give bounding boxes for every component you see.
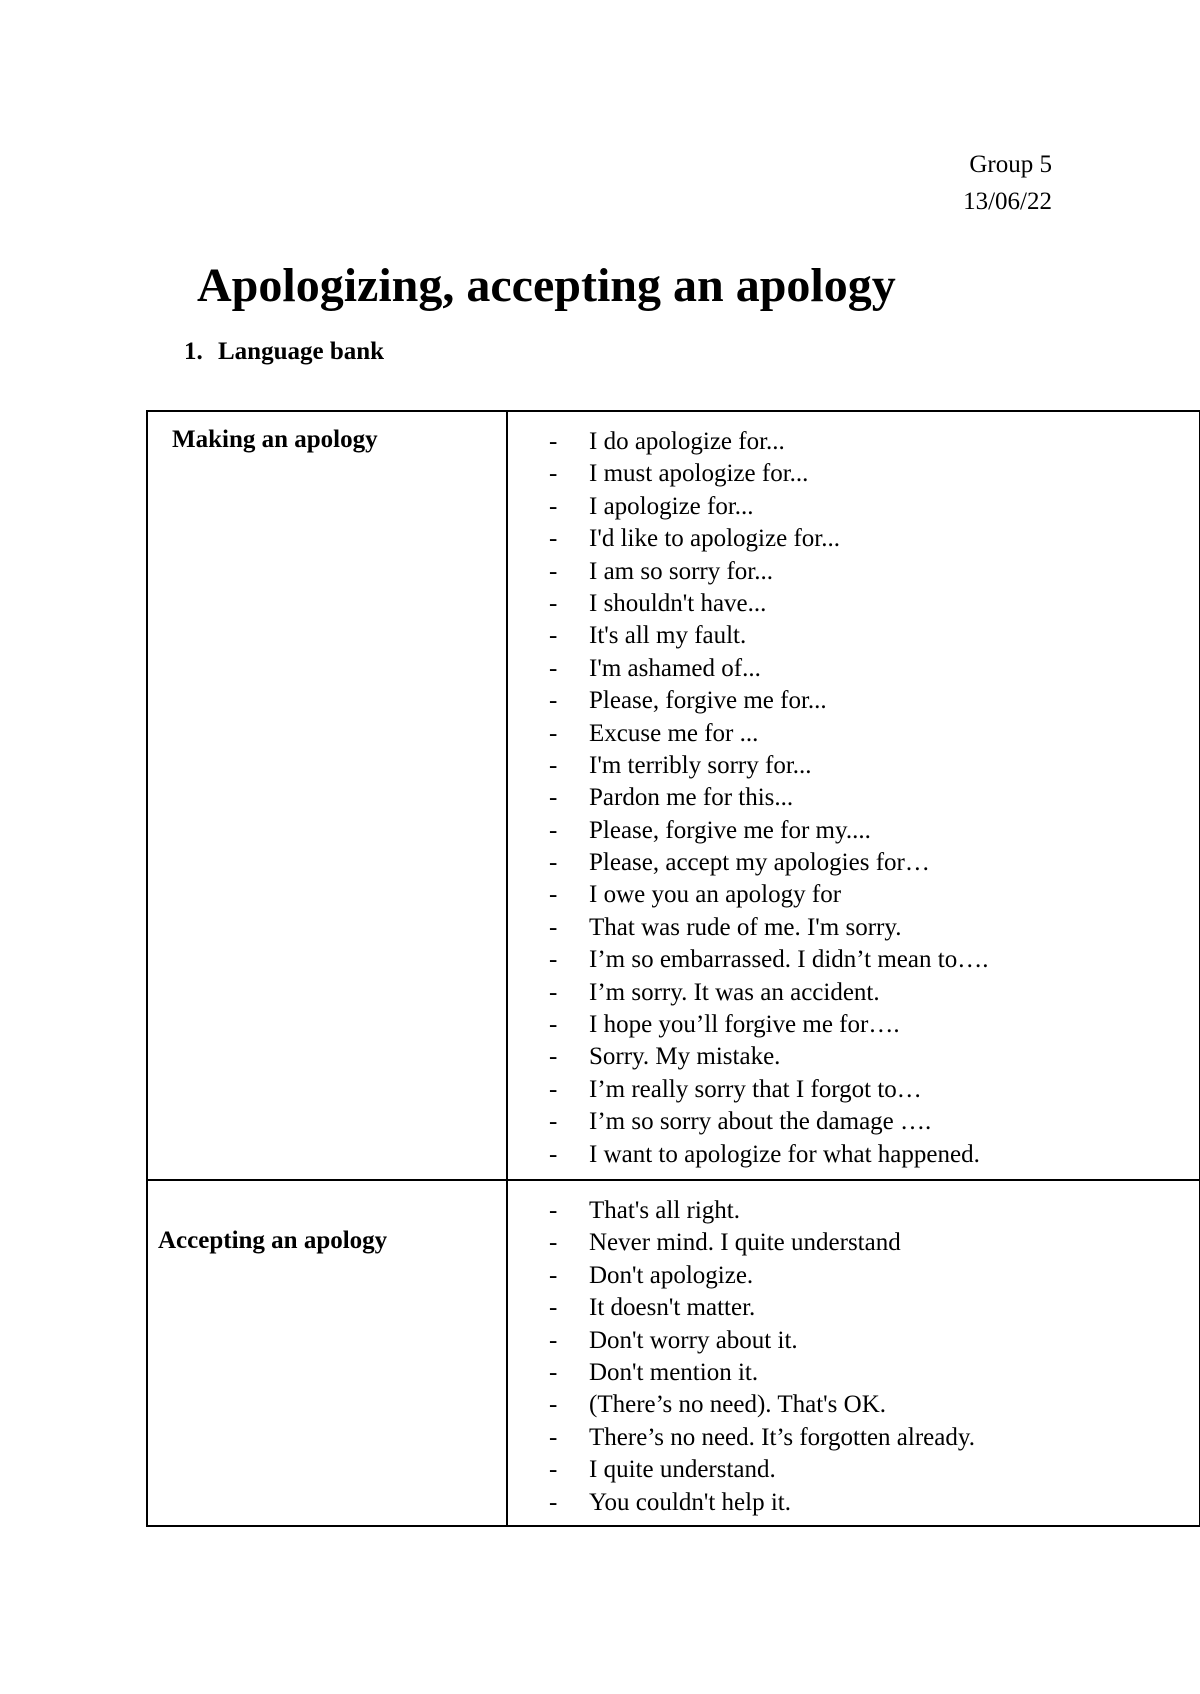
bullet-dash: - (549, 1358, 558, 1386)
list-item (508, 847, 1199, 879)
list-item (508, 620, 1199, 652)
page-title: Apologizing, accepting an apology (197, 259, 896, 312)
bullet-dash: - (549, 589, 558, 617)
phrase-text: I owe you an apology for (589, 881, 842, 909)
phrase-text: Never mind. I quite understand (589, 1229, 901, 1257)
bullet-dash: - (549, 1108, 558, 1136)
bullet-dash: - (549, 849, 558, 877)
list-item (508, 1487, 1199, 1519)
phrase-text: I want to apologize for what happened. (589, 1140, 980, 1168)
bullet-dash: - (549, 1196, 558, 1224)
list-item (508, 523, 1199, 555)
list-item (508, 653, 1199, 685)
category-cell (147, 1180, 507, 1526)
list-item (508, 1074, 1199, 1106)
list-item (508, 1227, 1199, 1259)
bullet-dash: - (549, 719, 558, 747)
bullet-dash: - (549, 1456, 558, 1484)
phrase-text: (There’s no need). That's OK. (589, 1391, 887, 1419)
list-item (508, 1357, 1199, 1389)
bullet-dash: - (549, 784, 558, 812)
bullet-dash: - (549, 946, 558, 974)
phrase-text: I shouldn't have... (589, 589, 767, 617)
bullet-dash: - (549, 1326, 558, 1354)
list-item (508, 588, 1199, 620)
phrase-list (508, 1181, 1199, 1525)
header-meta (963, 146, 1052, 220)
phrase-text: I hope you’ll forgive me for…. (589, 1011, 900, 1039)
bullet-dash: - (549, 1391, 558, 1419)
phrase-text: Don't mention it. (589, 1358, 759, 1386)
phrase-text: Pardon me for this... (589, 784, 794, 812)
category-label: Making an apology (172, 426, 378, 453)
category-label: Accepting an apology (158, 1226, 388, 1254)
list-item (508, 1195, 1199, 1227)
bullet-dash: - (549, 1261, 558, 1289)
list-item (508, 977, 1199, 1009)
phrase-text: I do apologize for... (589, 428, 785, 455)
phrase-text: I’m really sorry that I forgot to… (589, 1075, 922, 1103)
table-row-making-apology (147, 411, 1200, 1180)
phrase-text: Please, forgive me for... (589, 687, 827, 715)
phrase-text: I’m so embarrassed. I didn’t mean to…. (589, 946, 989, 974)
list-item (508, 1292, 1199, 1324)
bullet-dash: - (549, 557, 558, 585)
bullet-dash: - (549, 1294, 558, 1322)
phrase-text: I’m sorry. It was an accident. (589, 978, 880, 1006)
date-label: 13/06/22 (963, 188, 1052, 215)
phrase-text: Sorry. My mistake. (589, 1043, 781, 1071)
table-row-accepting-apology (147, 1180, 1200, 1526)
list-item (508, 1260, 1199, 1292)
bullet-dash: - (549, 1140, 558, 1168)
phrase-text: I'm terribly sorry for... (589, 751, 812, 779)
list-item (508, 879, 1199, 911)
list-item (508, 1139, 1199, 1171)
category-cell (147, 411, 507, 1180)
phrase-text: Excuse me for ... (589, 719, 759, 747)
bullet-dash: - (549, 816, 558, 844)
phrase-text: I'd like to apologize for... (589, 525, 840, 553)
list-item (508, 1106, 1199, 1138)
list-item (508, 1422, 1199, 1454)
list-item (508, 815, 1199, 847)
bullet-dash: - (549, 881, 558, 909)
phrases-cell (507, 411, 1200, 1180)
phrase-text: It's all my fault. (589, 622, 747, 650)
phrase-text: I must apologize for... (589, 460, 809, 488)
phrase-text: You couldn't help it. (589, 1488, 791, 1516)
bullet-dash: - (549, 913, 558, 941)
list-item (508, 1454, 1199, 1486)
list-item (508, 556, 1199, 588)
list-item (508, 1041, 1199, 1073)
list-item (508, 718, 1199, 750)
phrase-text: It doesn't matter. (589, 1294, 756, 1322)
phrase-text: Please, accept my apologies for… (589, 849, 930, 877)
phrase-list (508, 412, 1199, 1179)
list-item (508, 685, 1199, 717)
phrase-text: I’m so sorry about the damage …. (589, 1108, 932, 1136)
phrase-text: I am so sorry for... (589, 557, 773, 585)
list-item (508, 912, 1199, 944)
list-item (508, 944, 1199, 976)
list-item (508, 1009, 1199, 1041)
bullet-dash: - (549, 687, 558, 715)
bullet-dash: - (549, 978, 558, 1006)
bullet-dash: - (549, 460, 558, 488)
bullet-dash: - (549, 1075, 558, 1103)
bullet-dash: - (549, 1229, 558, 1257)
bullet-dash: - (549, 1423, 558, 1451)
language-bank-table (146, 410, 1200, 1527)
phrase-text: There’s no need. It’s forgotten already. (589, 1423, 975, 1451)
phrase-text: Don't apologize. (589, 1261, 754, 1289)
bullet-dash: - (549, 428, 558, 455)
table-body (147, 411, 1200, 1526)
list-item (508, 491, 1199, 523)
phrase-text: Don't worry about it. (589, 1326, 798, 1354)
bullet-dash: - (549, 654, 558, 682)
section-number: 1. (184, 338, 203, 365)
list-item (508, 1389, 1199, 1421)
section-label: Language bank (218, 338, 385, 365)
list-item (508, 1325, 1199, 1357)
bullet-dash: - (549, 751, 558, 779)
phrase-text: Please, forgive me for my.... (589, 816, 871, 844)
phrase-text: I'm ashamed of... (589, 654, 761, 682)
bullet-dash: - (549, 1488, 558, 1516)
bullet-dash: - (549, 492, 558, 520)
section-heading (184, 338, 384, 366)
bullet-dash: - (549, 1011, 558, 1039)
phrase-text: I apologize for... (589, 492, 754, 520)
list-item (508, 750, 1199, 782)
bullet-dash: - (549, 1043, 558, 1071)
phrase-text: That was rude of me. I'm sorry. (589, 913, 902, 941)
list-item (508, 782, 1199, 814)
bullet-dash: - (549, 525, 558, 553)
group-label: Group 5 (969, 151, 1052, 178)
phrase-text: I quite understand. (589, 1456, 776, 1484)
phrases-cell (507, 1180, 1200, 1526)
phrase-text: That's all right. (589, 1196, 741, 1224)
bullet-dash: - (549, 622, 558, 650)
list-item (508, 426, 1199, 458)
list-item (508, 458, 1199, 490)
